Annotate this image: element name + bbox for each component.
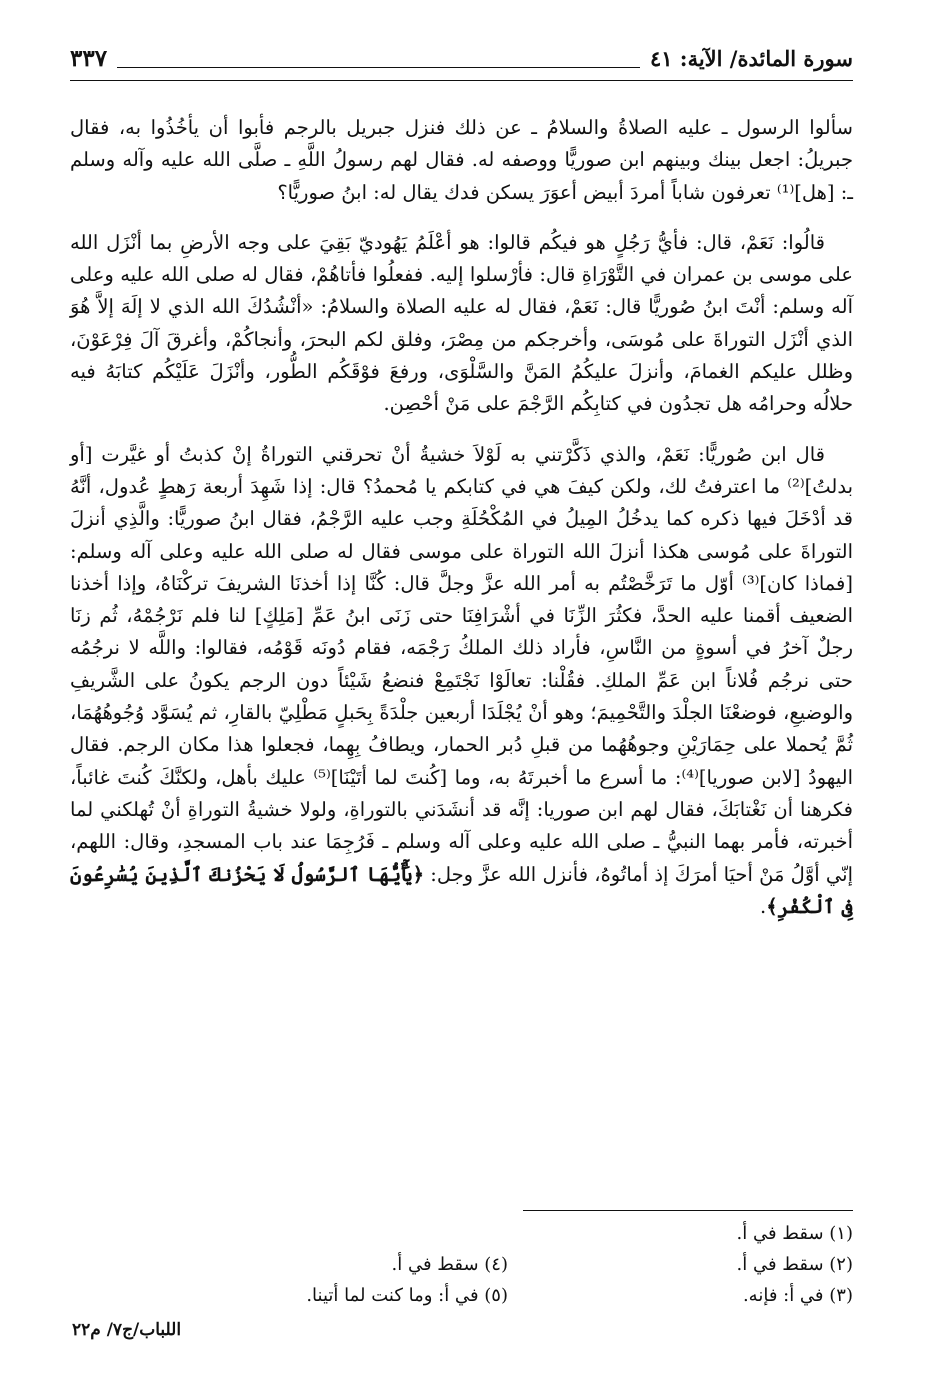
paragraph-2: قالُوا: نَعَمْ، قال: فأيُّ رَجُلٍ هو فيكُم قالوا: هو أعْلَمُ يَهُوديّ بَقِيَ على وجه الأرضِ بما أنْزَل الله على موسى بن عمران في التَّوْرَاةِ قال: فأرْسلوا إليه. ففعلُوا فأتاهُمْ، فقال له صلى الله عليه وعلى آله وسلم: أنْتَ ابنُ صُوريًّا قال: نَعَمْ، فقال له عليه الصلاة والسلامُ: «أنْشُدُكَ الله الذي لا إلَهَ إلاَّ هُوَ الذي أنْزَل التوراةَ على مُوسَى، وأخرجكم من مِصْرَ، وفلق لكم البحرَ، وأنجاكُمْ، وأغرقَ آلَ فِرْعَوْنَ، وظلل عليكم الغمامَ، وأنزلَ عليكُمُ المَنَّ والسَّلْوَى، ورفعَ فوْقَكُم الطُّور، وأنْزَلَ عَلَيْكُم كتابَهُ فيه حلالُه وحرامُه هل تجدُون في كتابِكُم الرَّجْمَ على مَنْ أحْصِن.	[70, 230, 853, 416]
paragraph-3-text: قال ابن صُوريًّا: نَعَمْ، والذي ذَكَّرْتني به لَوْلاَ خشيةُ أنْ تحرقني التوراةُ إنْ كذبتُ أو غيَّرت [أو بدلتُ]⁽²⁾ ما اعترفتُ لك، ولكن كيفَ هي في كتابكم يا مُحمدُ؟ قال: إذا شَهِدَ أربعة رَهطٍ عُدول، أنَّهُ قد أدْخَلَ فيها ذكره كما يدخُلُ المِيلُ في المُكْحُلَةِ وجب عليه الرَّجْمُ، فقال ابنُ صوريًّا: والَّذِي أنزلَ التوراةَ على مُوسى هكذا أنزلَ الله التوراة على موسى فقال له صلى الله عليه وعلى آله وسلم: [فماذا كان]⁽³⁾ أوّل ما تَرَخَّصْتُم به أمر الله عزَّ وجلَّ قال: كُنَّا إذا أخذنَا الشريفَ تركْنَاهُ، وإذا أخذنا الضعيف أقمنا عليه الحدَّ، فكثُرَ الزِّنَا في أشْرَافِنَا حتى زَنَى ابنُ عَمِّ [مَلِكٍ] لنا فلم نَرْجُمْهُ، ثُم زنَا رجلٌ آخرُ في أسوةٍ من النَّاسِ، فأراد ذلك الملكُ رَجْمَه، فقام دُونَه قَوْمُه، فقالوا: واللَّه لا نرجُمُه حتى نرجُم فُلاناً ابن عَمِّ الملكِ. فقُلْنا: تعالَوْا نَجْتَمِعْ فنضعُ شَيْئاً دون الرجم يكونُ على الشَّريفِ والوضيعِ، فوضعْنَا الجلْدَ والتَّحْمِيمَ؛ وهو أنْ يُجْلَدَا أربعين جلْدَةً بِحَبلٍ مَطْلِيّ بالقارِ، ثم يُسَوَّد وُجُوهُهُمَا، ثُمَّ يُحملا على حِمَارَيْنِ وجوهُهُما من قبلِ دُبر الحمار، ويطافُ بِهِما، فجعلوا هذا مكان الرجم. فقال اليهودُ [لابن صوريا]⁽⁴⁾: ما أسرع ما أخبرتَهُ به، وما [كُنتَ لما أتَيْنَا]⁽⁵⁾ عليك بأهل، ولكنَّكَ كُنتَ غائباً، فكرهنا أن نَغْتابَكَ، فقال لهم ابن صوريا: إنَّه قد أنشَدَني بالتوراةِ، ولولا خشيةُ التوراةِ أنْ تُهلكني لما أخبرته، فأمر بهما النبيُّ ـ صلى الله عليه وعلى آله وسلم ـ فَرُجِمَا عند باب المسجدِ، وقال: اللهم، إنّي أوَّلُ مَنْ أحيَا أمرَكَ إذ أماتُوهُ، فأنزل الله عزَّ وجل:	[70, 442, 854, 886]
footnote-4: (٤) سقط في أ.	[391, 1254, 508, 1275]
header-divider	[70, 80, 853, 81]
footnote-3: (٣) في أ: فإنه.	[742, 1285, 853, 1306]
footnote-2: (٢) سقط في أ.	[736, 1254, 853, 1275]
page-number: ٣٣٧	[70, 44, 108, 72]
footnote-1: (١) سقط في أ.	[736, 1223, 853, 1244]
paragraph-3	[70, 439, 853, 923]
footnote-row	[73, 1249, 853, 1280]
footnote-row	[73, 1218, 853, 1249]
footnote-row	[73, 1280, 853, 1311]
quran-verse: ﴿يَٰٓأَيُّهَا ٱلرَّسُولُ لَا يَحْزُنكَ ٱلَّذِينَ يُسَٰرِعُونَ فِى ٱلْكُفْرِ﴾	[70, 862, 853, 918]
quran-tail: .	[760, 894, 767, 918]
header-title: سورة المائدة/ الآية: ٤١	[649, 45, 853, 71]
footnote-empty	[208, 1218, 508, 1249]
footnotes	[73, 1218, 853, 1311]
paragraph-1: سألوا الرسول ـ عليه الصلاةُ والسلامُ ـ عن ذلك فنزل جبريل بالرجم فأبوا أن يأخُذُوا به، فقال جبريلُ: اجعل بينك وبينهم ابن صوريًّا ووصفه له. فقال لهم رسولُ اللَّهِ ـ صلَّى الله عليه وآله وسلم ـ: [هل]⁽¹⁾ تعرفون شاباً أمردَ أبيض أعوَرَ يسكن فدك يقال له: ابنُ صوريًّا؟	[70, 116, 853, 204]
header-rule	[117, 67, 640, 68]
footnote-divider	[523, 1210, 853, 1211]
main-text	[70, 112, 853, 941]
running-header	[70, 40, 853, 76]
printer-signature: اللباب/ج٧/ م٢٢	[72, 1320, 182, 1340]
footnote-5: (٥) في أ: وما كنت لما أتينا.	[306, 1285, 508, 1306]
